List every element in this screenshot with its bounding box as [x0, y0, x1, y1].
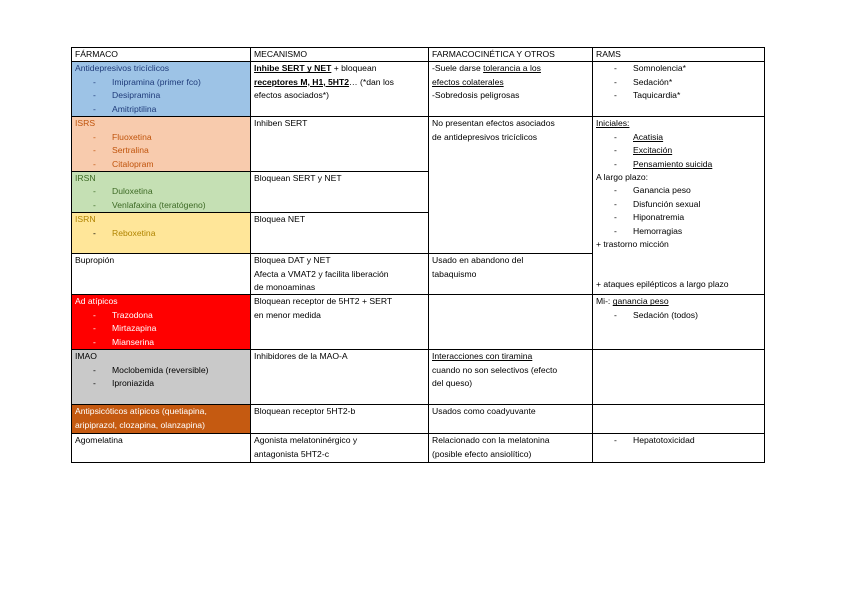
table-row-atipicos	[72, 295, 765, 350]
ram-item: - Taquicardia*	[614, 90, 681, 101]
pk-cell-tca: -Suele darse tolerancia a los efectos colaterales -Sobredosis peligrosas	[429, 62, 593, 117]
rams-cell-atipicos: Mi-: ganancia peso - Sedación (todos)	[593, 295, 765, 350]
ram-item: - Acatisia	[614, 131, 664, 142]
pk-cell-isrs	[429, 117, 593, 254]
table-row-agomelatina	[72, 434, 765, 463]
ram-item: - Disfunción sexual	[614, 198, 701, 209]
drug-cell-irsn	[72, 172, 251, 213]
drug-item: - Desipramina	[93, 90, 161, 101]
mechanism-cell-imao: Inhibidores de la MAO-A	[251, 350, 429, 405]
rams-cell-isrs	[593, 117, 765, 295]
drug-item: - Trazodona	[93, 309, 153, 320]
ram-item: - Ganancia peso	[614, 185, 691, 196]
drug-class-name: IMAO	[75, 351, 97, 362]
rams-cell-agomelatina	[593, 434, 765, 463]
drug-item: - Venlafaxina (teratógeno)	[93, 199, 206, 210]
drug-item: - Amitriptilina	[93, 103, 157, 114]
mechanism-cell-isrs: Inhiben SERT	[251, 117, 429, 172]
pk-cell-imao: Interacciones con tiramina cuando no son selectivos (efecto del queso)	[429, 350, 593, 405]
drug-item: - Fluoxetina	[93, 131, 152, 142]
drug-item: - Citalopram	[93, 158, 154, 169]
drug-cell-isrs	[72, 117, 251, 172]
ram-item: - Somnolencia*	[614, 63, 687, 74]
table-row-tca	[72, 62, 765, 117]
drug-cell-atipicos	[72, 295, 251, 350]
mechanism-text: receptores M, H1, 5HT2	[254, 76, 350, 87]
mechanism-cell-agomelatina: Agonista melatoninérgico y antagonista 5HT2-c	[251, 434, 429, 463]
table-row-isrs	[72, 117, 765, 172]
drug-cell-tca	[72, 62, 251, 117]
mechanism-cell-isrn: Bloquea NET	[251, 213, 429, 254]
rams-section-title: Iniciales:	[596, 118, 630, 129]
pk-cell-agomelatina: Relacionado con la melatonina (posible efecto ansiolítico)	[429, 434, 593, 463]
table-row-imao	[72, 350, 765, 405]
header-rams: RAMS	[593, 48, 765, 62]
pk-text: de antidepresivos tricíclicos	[432, 131, 538, 142]
pk-cell-bupropion: Usado en abandono del tabaquismo	[429, 254, 593, 295]
drug-cell-imao	[72, 350, 251, 405]
pk-text: tolerancia a los	[483, 63, 541, 74]
ram-extra: + ataques epilépticos a largo plazo	[596, 279, 729, 290]
drug-class-name: ISRN	[75, 214, 96, 225]
drug-item: - Moclobemida (reversible)	[93, 364, 209, 375]
mechanism-cell-atipicos: Bloquean receptor de 5HT2 + SERT en menor medida	[251, 295, 429, 350]
rams-section-title: A largo plazo:	[596, 172, 649, 183]
drug-item: - Mirtazapina	[93, 323, 157, 334]
ram-item: - Pensamiento suicida	[614, 158, 713, 169]
ram-item: - Hepatotoxicidad	[614, 435, 695, 446]
drug-class-name: Ad atípicos	[75, 296, 118, 307]
mechanism-text: efectos asociados*)	[254, 90, 329, 101]
header-mecanismo: MECANISMO	[251, 48, 429, 62]
drug-class-name: IRSN	[75, 173, 96, 184]
header-farmacocinetica: FARMACOCINÉTICA Y OTROS	[429, 48, 593, 62]
header-farmaco: FÁRMACO	[72, 48, 251, 62]
drug-item: - Reboxetina	[93, 227, 156, 238]
drug-cell-bupropion: Bupropión	[72, 254, 251, 295]
drug-item: - Duloxetina	[93, 186, 153, 197]
pk-cell-antipsicoticos: Usados como coadyuvante	[429, 405, 593, 434]
pk-cell-atipicos	[429, 295, 593, 350]
antidepressant-table	[71, 47, 765, 463]
pk-text: efectos colaterales	[432, 76, 504, 87]
pk-text: -Sobredosis peligrosas	[432, 90, 520, 101]
mechanism-cell-bupropion: Bloquea DAT y NET Afecta a VMAT2 y facilita liberación de monoaminas	[251, 254, 429, 295]
drug-cell-agomelatina: Agomelatina	[72, 434, 251, 463]
drug-class-name: Antidepresivos tricíclicos	[75, 63, 170, 74]
ram-extra: + trastorno micción	[596, 239, 669, 250]
drug-cell-isrn	[72, 213, 251, 254]
drug-item: - Imipramina (primer fco)	[93, 76, 201, 87]
mechanism-text: Inhibe SERT y NET	[254, 63, 332, 74]
drug-item: - Iproniazida	[93, 378, 155, 389]
ram-item: - Sedación (todos)	[614, 309, 698, 320]
rams-cell-tca	[593, 62, 765, 117]
header-row	[72, 48, 765, 62]
pk-text: No presentan efectos asociados	[432, 118, 555, 129]
drug-cell-antipsicoticos: Antipsicóticos atípicos (quetiapina, aripiprazol, clozapina, olanzapina)	[72, 405, 251, 434]
table-row-antipsicoticos	[72, 405, 765, 434]
ram-item: - Hemorragias	[614, 225, 683, 236]
drug-item: - Mianserina	[93, 336, 155, 347]
mechanism-cell-antipsicoticos: Bloquean receptor 5HT2-b	[251, 405, 429, 434]
drug-class-name: ISRS	[75, 118, 96, 129]
drug-item: - Sertralina	[93, 145, 149, 156]
rams-cell-imao	[593, 350, 765, 405]
mechanism-cell-irsn: Bloquean SERT y NET	[251, 172, 429, 213]
rams-cell-antipsicoticos	[593, 405, 765, 434]
ram-item: - Sedación*	[614, 76, 673, 87]
mechanism-cell-tca: Inhibe SERT y NET + bloquean receptores M, H1, 5HT2… (*dan los efectos asociados*)	[251, 62, 429, 117]
ram-item: - Excitación	[614, 145, 673, 156]
ram-item: - Hiponatremia	[614, 212, 685, 223]
